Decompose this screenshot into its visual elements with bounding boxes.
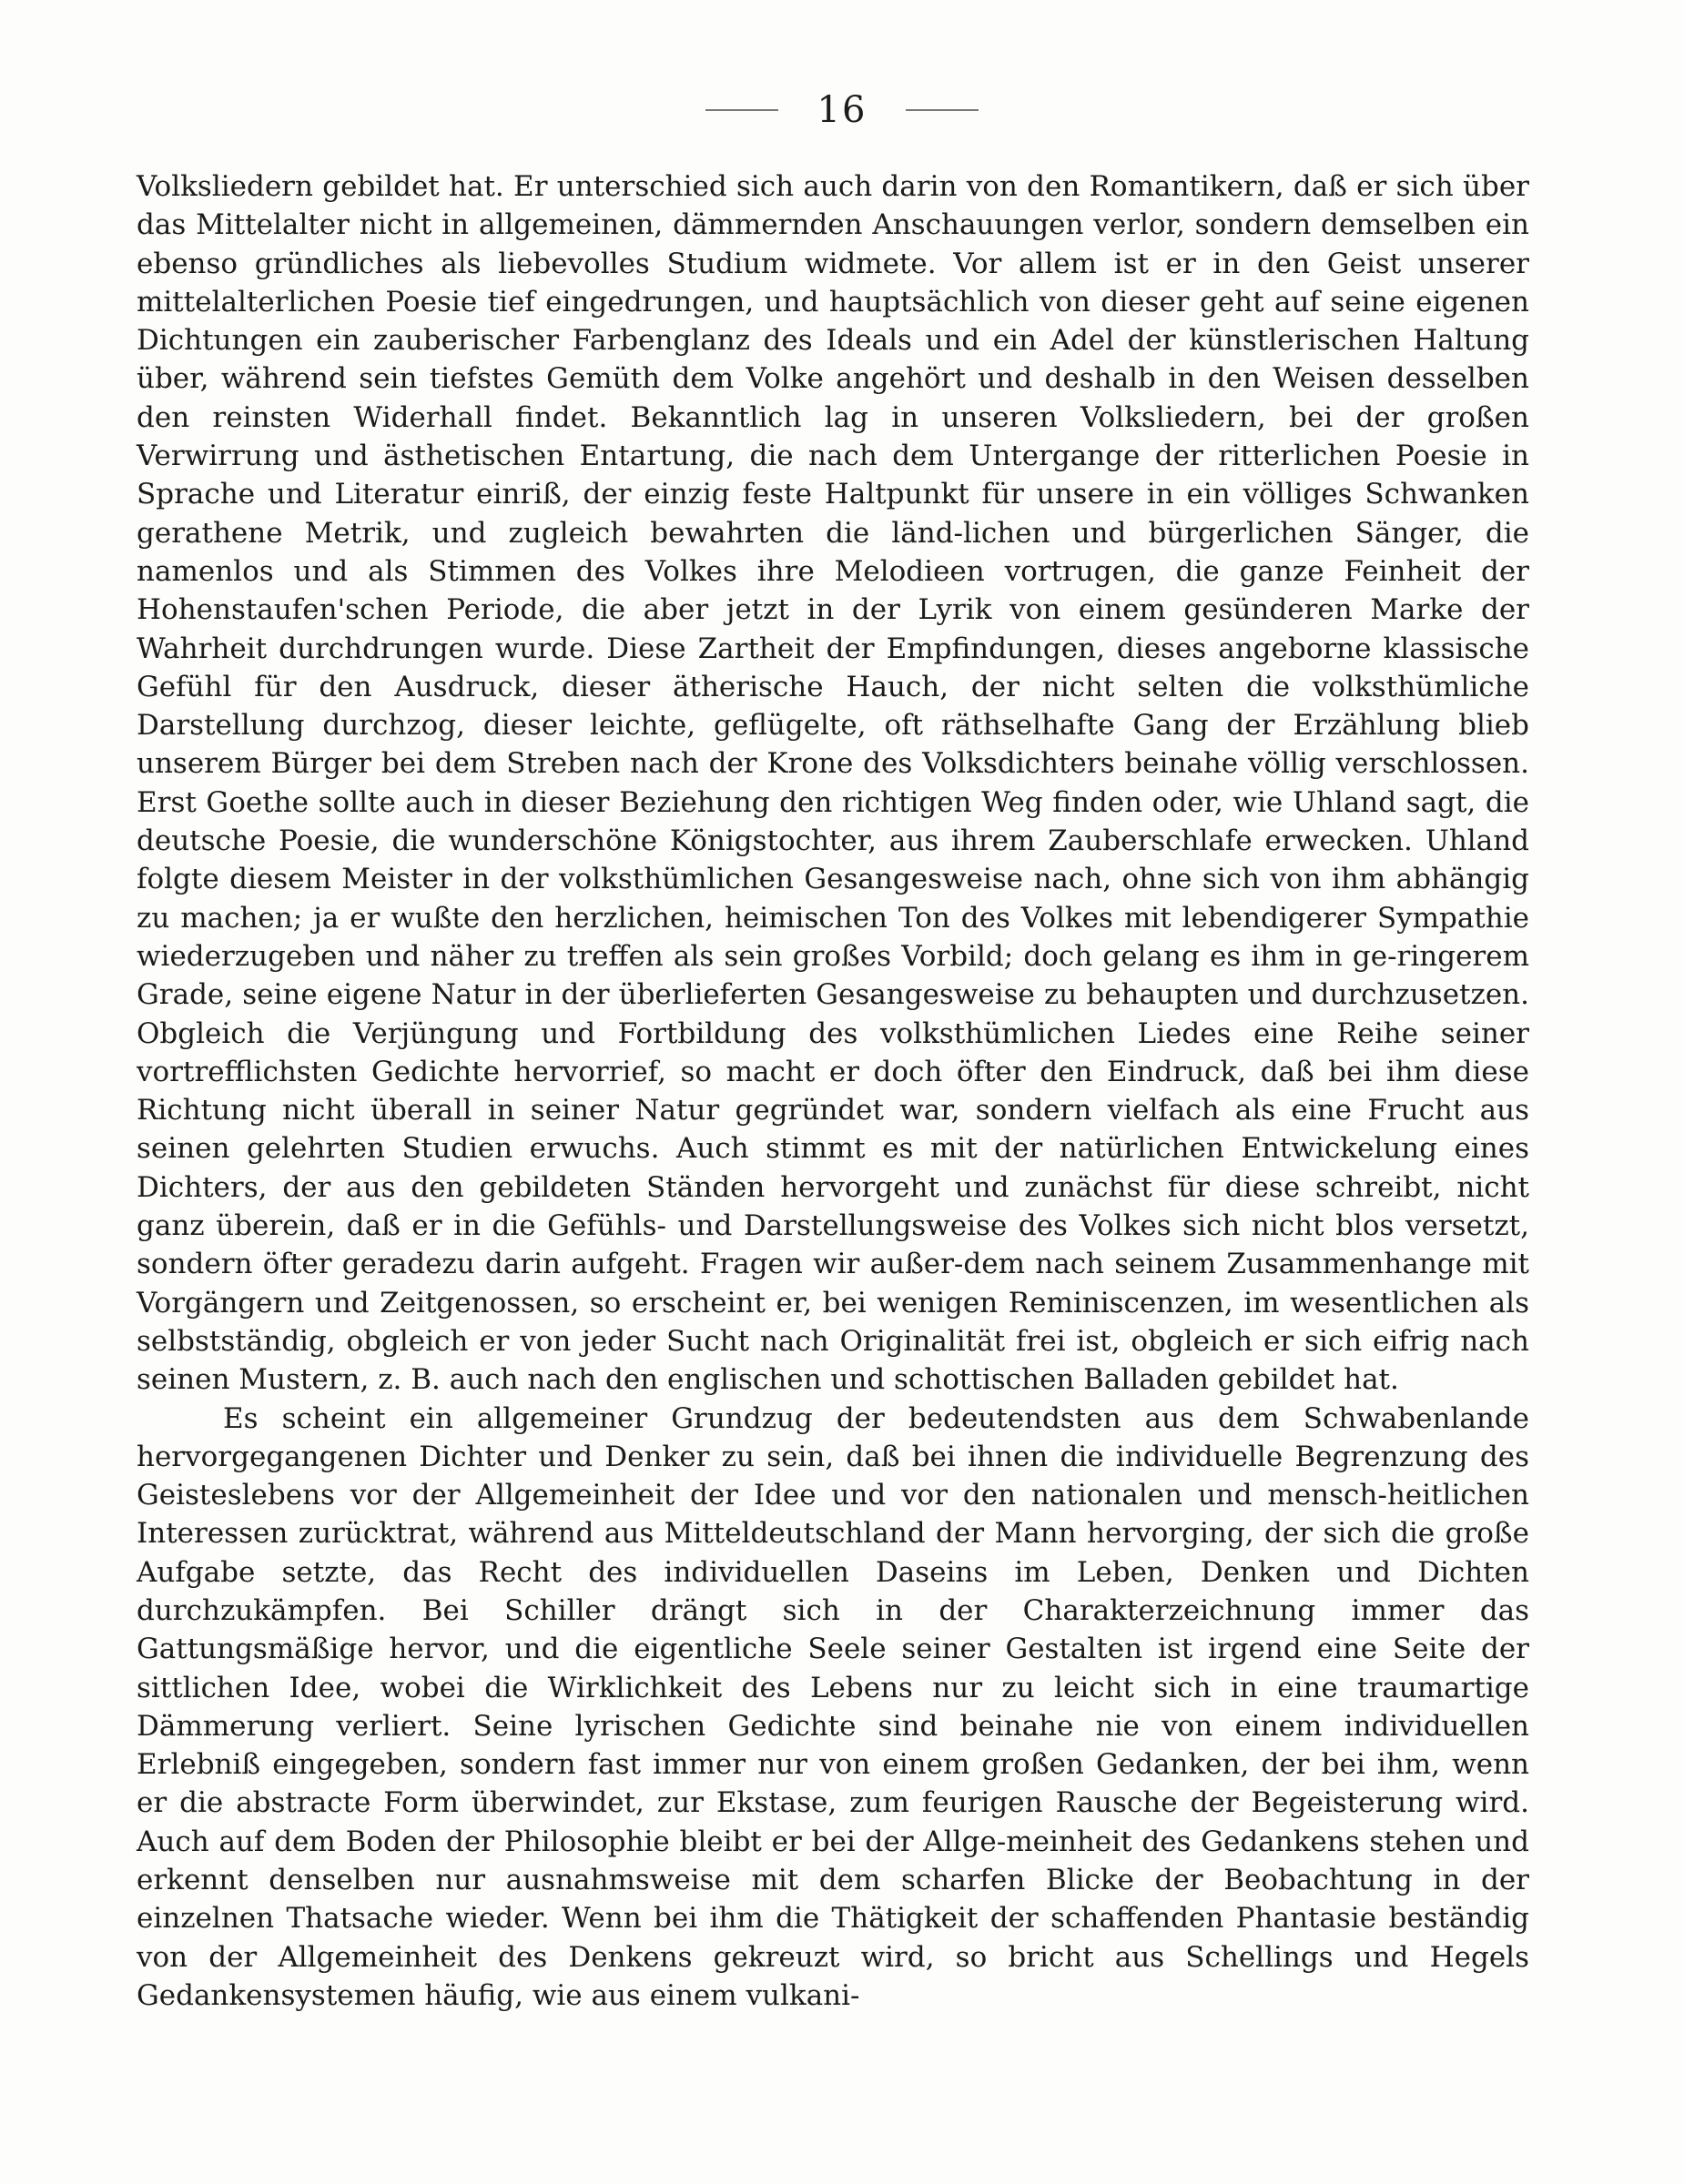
body-text [137,167,1529,2015]
paragraph-1: Volksliedern gebildet hat. Er unterschied sich auch darin von den Romantikern, daß er sich über das Mittelalter nicht in allgemeinen, dämmernden Anschauungen verlor, sondern demselben ein ebenso gründliches als liebevolles Studium widmete. Vor allem ist er in den Geist unserer mittelalterlichen Poesie tief eingedrungen, und hauptsächlich von dieser geht auf seine eigenen Dichtungen ein zauberischer Farbenglanz des Ideals und ein Adel der künstlerischen Haltung über, während sein tiefstes Gemüth dem Volke angehört und deshalb in den Weisen desselben den reinsten Widerhall findet. Bekanntlich lag in unseren Volksliedern, bei der großen Verwirrung und ästhetischen Entartung, die nach dem Untergange der ritterlichen Poesie in Sprache und Literatur einriß, der einzig feste Haltpunkt für unsere in ein völliges Schwanken gerathene Metrik, und zugleich bewahrten die länd-lichen und bürgerlichen Sänger, die namenlos und als Stimmen des Volkes ihre Melodieen vortrugen, die ganze Feinheit der Hohenstaufen'schen Periode, die aber jetzt in der Lyrik von einem gesünderen Marke der Wahrheit durchdrungen wurde. Diese Zartheit der Empfindungen, dieses angeborne klassische Gefühl für den Ausdruck, dieser ätherische Hauch, der nicht selten die volksthümliche Darstellung durchzog, dieser leichte, geflügelte, oft räthselhafte Gang der Erzählung blieb unserem Bürger bei dem Streben nach der Krone des Volksdichters beinahe völlig verschlossen. Erst Goethe sollte auch in dieser Beziehung den richtigen Weg finden oder, wie Uhland sagt, die deutsche Poesie, die wunderschöne Königstochter, aus ihrem Zauberschlafe erwecken. Uhland folgte diesem Meister in der volksthümlichen Gesangesweise nach, ohne sich von ihm abhängig zu machen; ja er wußte den herzlichen, heimischen Ton des Volkes mit lebendigerer Sympathie wiederzugeben und näher zu treffen als sein großes Vorbild; doch gelang es ihm in ge-ringerem Grade, seine eigene Natur in der überlieferten Gesangesweise zu behaupten und durchzusetzen. Obgleich die Verjüngung und Fortbildung des volksthümlichen Liedes eine Reihe seiner vortrefflichsten Gedichte hervorrief, so macht er doch öfter den Eindruck, daß bei ihm diese Richtung nicht überall in seiner Natur gegründet war, sondern vielfach als eine Frucht aus seinen gelehrten Studien erwuchs. Auch stimmt es mit der natürlichen Entwickelung eines Dichters, der aus den gebildeten Ständen hervorgeht und zunächst für diese schreibt, nicht ganz überein, daß er in die Gefühls- und Darstellungsweise des Volkes sich nicht blos versetzt, sondern öfter geradezu darin aufgeht. Fragen wir außer-dem nach seinem Zusammenhange mit Vorgängern und Zeitgenossen, so erscheint er, bei wenigen Reminiscenzen, im wesentlichen als selbstständig, obgleich er von jeder Sucht nach Originalität frei ist, obgleich er sich eifrig nach seinen Mustern, z. B. auch nach den englischen und schottischen Balladen gebildet hat. [137,170,1529,1397]
header-rule-right [906,109,979,111]
paragraph-2: Es scheint ein allgemeiner Grundzug der bedeutendsten aus dem Schwabenlande hervorgegangenen Dichter und Denker zu sein, daß bei ihnen die individuelle Begrenzung des Geisteslebens vor der Allgemeinheit der Idee und vor den nationalen und mensch-heitlichen Interessen zurücktrat, während aus Mitteldeutschland der Mann hervorging, der sich die große Aufgabe setzte, das Recht des individuellen Daseins im Leben, Denken und Dichten durchzukämpfen. Bei Schiller drängt sich in der Charakterzeichnung immer das Gattungsmäßige hervor, und die eigentliche Seele seiner Gestalten ist irgend eine Seite der sittlichen Idee, wobei die Wirklichkeit des Lebens nur zu leicht sich in eine traumartige Dämmerung verliert. Seine lyrischen Gedichte sind beinahe nie von einem individuellen Erlebniß eingegeben, sondern fast immer nur von einem großen Gedanken, der bei ihm, wenn er die abstracte Form überwindet, zur Ekstase, zum feurigen Rausche der Begeisterung wird. Auch auf dem Boden der Philosophie bleibt er bei der Allge-meinheit des Gedankens stehen und erkennt denselben nur ausnahmsweise mit dem scharfen Blicke der Beobachtung in der einzelnen Thatsache wieder. Wenn bei ihm die Thätigkeit der schaffenden Phantasie beständig von der Allgemeinheit des Denkens gekreuzt wird, so bricht aus Schellings und Hegels Gedankensystemen häufig, wie aus einem vulkani- [137,1401,1529,2012]
header-rule-left [705,109,778,111]
page-number: 16 [817,89,867,131]
page-header [0,84,1684,134]
